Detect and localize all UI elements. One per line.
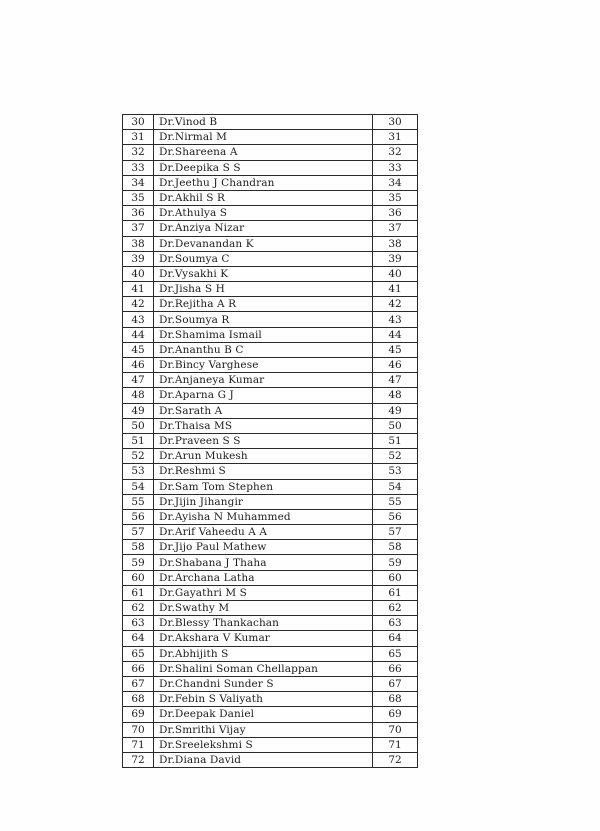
serial-number-cell: 31 xyxy=(123,130,154,145)
rank-number-cell: 61 xyxy=(373,585,418,600)
rank-number-cell: 58 xyxy=(373,540,418,555)
serial-number-cell: 44 xyxy=(123,327,154,342)
rank-number-cell: 47 xyxy=(373,373,418,388)
table-row xyxy=(123,251,418,266)
doctor-name-cell: Dr.Thaisa MS xyxy=(154,418,373,433)
doctor-name-cell: Dr.Ananthu B C xyxy=(154,342,373,357)
doctor-name-cell: Dr.Soumya C xyxy=(154,251,373,266)
doctor-name-cell: Dr.Swathy M xyxy=(154,601,373,616)
rank-number-cell: 65 xyxy=(373,646,418,661)
rank-number-cell: 38 xyxy=(373,236,418,251)
serial-number-cell: 42 xyxy=(123,297,154,312)
doctor-name-cell: Dr.Sreelekshmi S xyxy=(154,737,373,752)
doctor-name-cell: Dr.Praveen S S xyxy=(154,433,373,448)
doctor-name-cell: Dr.Arif Vaheedu A A xyxy=(154,525,373,540)
doctor-name-cell: Dr.Deepika S S xyxy=(154,160,373,175)
rank-number-cell: 62 xyxy=(373,601,418,616)
table-row xyxy=(123,175,418,190)
doctor-name-cell: Dr.Deepak Daniel xyxy=(154,707,373,722)
doctor-name-cell: Dr.Anjaneya Kumar xyxy=(154,373,373,388)
table-row xyxy=(123,115,418,130)
doctor-list-table xyxy=(122,114,418,768)
table-row xyxy=(123,373,418,388)
doctor-name-cell: Dr.Soumya R xyxy=(154,312,373,327)
serial-number-cell: 51 xyxy=(123,433,154,448)
doctor-name-cell: Dr.Anziya Nizar xyxy=(154,221,373,236)
serial-number-cell: 68 xyxy=(123,692,154,707)
doctor-name-cell: Dr.Abhijith S xyxy=(154,646,373,661)
table-row xyxy=(123,190,418,205)
serial-number-cell: 33 xyxy=(123,160,154,175)
serial-number-cell: 53 xyxy=(123,464,154,479)
serial-number-cell: 37 xyxy=(123,221,154,236)
doctor-name-cell: Dr.Ayisha N Muhammed xyxy=(154,509,373,524)
rank-number-cell: 32 xyxy=(373,145,418,160)
serial-number-cell: 30 xyxy=(123,115,154,130)
rank-number-cell: 41 xyxy=(373,282,418,297)
rank-number-cell: 46 xyxy=(373,358,418,373)
table-row xyxy=(123,449,418,464)
table-row xyxy=(123,494,418,509)
doctor-name-cell: Dr.Shamima Ismail xyxy=(154,327,373,342)
table-row xyxy=(123,479,418,494)
serial-number-cell: 70 xyxy=(123,722,154,737)
table-row xyxy=(123,418,418,433)
serial-number-cell: 38 xyxy=(123,236,154,251)
serial-number-cell: 32 xyxy=(123,145,154,160)
table-row xyxy=(123,707,418,722)
serial-number-cell: 63 xyxy=(123,616,154,631)
rank-number-cell: 51 xyxy=(373,433,418,448)
table-row xyxy=(123,570,418,585)
table-row xyxy=(123,525,418,540)
rank-number-cell: 56 xyxy=(373,509,418,524)
table-row xyxy=(123,585,418,600)
serial-number-cell: 41 xyxy=(123,282,154,297)
serial-number-cell: 48 xyxy=(123,388,154,403)
rank-number-cell: 52 xyxy=(373,449,418,464)
rank-number-cell: 67 xyxy=(373,676,418,691)
rank-number-cell: 53 xyxy=(373,464,418,479)
doctor-name-cell: Dr.Jijo Paul Mathew xyxy=(154,540,373,555)
serial-number-cell: 36 xyxy=(123,206,154,221)
serial-number-cell: 71 xyxy=(123,737,154,752)
table-row xyxy=(123,676,418,691)
table-row xyxy=(123,722,418,737)
doctor-list-body xyxy=(123,115,418,768)
table-row xyxy=(123,388,418,403)
serial-number-cell: 67 xyxy=(123,676,154,691)
serial-number-cell: 65 xyxy=(123,646,154,661)
doctor-name-cell: Dr.Gayathri M S xyxy=(154,585,373,600)
rank-number-cell: 55 xyxy=(373,494,418,509)
serial-number-cell: 59 xyxy=(123,555,154,570)
table-row xyxy=(123,752,418,767)
serial-number-cell: 40 xyxy=(123,266,154,281)
rank-number-cell: 31 xyxy=(373,130,418,145)
rank-number-cell: 54 xyxy=(373,479,418,494)
table-row xyxy=(123,297,418,312)
serial-number-cell: 60 xyxy=(123,570,154,585)
doctor-name-cell: Dr.Shabana J Thaha xyxy=(154,555,373,570)
doctor-name-cell: Dr.Akhil S R xyxy=(154,190,373,205)
table-row xyxy=(123,236,418,251)
rank-number-cell: 39 xyxy=(373,251,418,266)
table-row xyxy=(123,631,418,646)
doctor-name-cell: Dr.Nirmal M xyxy=(154,130,373,145)
rank-number-cell: 68 xyxy=(373,692,418,707)
doctor-name-cell: Dr.Blessy Thankachan xyxy=(154,616,373,631)
table-row xyxy=(123,358,418,373)
serial-number-cell: 57 xyxy=(123,525,154,540)
rank-number-cell: 49 xyxy=(373,403,418,418)
rank-number-cell: 33 xyxy=(373,160,418,175)
rank-number-cell: 37 xyxy=(373,221,418,236)
doctor-name-cell: Dr.Reshmi S xyxy=(154,464,373,479)
doctor-name-cell: Dr.Devanandan K xyxy=(154,236,373,251)
doctor-name-cell: Dr.Jisha S H xyxy=(154,282,373,297)
doctor-name-cell: Dr.Athulya S xyxy=(154,206,373,221)
doctor-name-cell: Dr.Diana David xyxy=(154,752,373,767)
rank-number-cell: 60 xyxy=(373,570,418,585)
table-row xyxy=(123,433,418,448)
rank-number-cell: 36 xyxy=(373,206,418,221)
table-row xyxy=(123,160,418,175)
doctor-name-cell: Dr.Smrithi Vijay xyxy=(154,722,373,737)
serial-number-cell: 35 xyxy=(123,190,154,205)
serial-number-cell: 47 xyxy=(123,373,154,388)
table-row xyxy=(123,540,418,555)
serial-number-cell: 56 xyxy=(123,509,154,524)
rank-number-cell: 50 xyxy=(373,418,418,433)
doctor-name-cell: Dr.Rejitha A R xyxy=(154,297,373,312)
table-row xyxy=(123,312,418,327)
rank-number-cell: 45 xyxy=(373,342,418,357)
doctor-name-cell: Dr.Shalini Soman Chellappan xyxy=(154,661,373,676)
doctor-name-cell: Dr.Sam Tom Stephen xyxy=(154,479,373,494)
doctor-name-cell: Dr.Bincy Varghese xyxy=(154,358,373,373)
doctor-name-cell: Dr.Akshara V Kumar xyxy=(154,631,373,646)
table-row xyxy=(123,130,418,145)
serial-number-cell: 55 xyxy=(123,494,154,509)
table-row xyxy=(123,266,418,281)
table-row xyxy=(123,509,418,524)
serial-number-cell: 62 xyxy=(123,601,154,616)
rank-number-cell: 71 xyxy=(373,737,418,752)
table-row xyxy=(123,282,418,297)
serial-number-cell: 45 xyxy=(123,342,154,357)
table-row xyxy=(123,403,418,418)
doctor-name-cell: Dr.Chandni Sunder S xyxy=(154,676,373,691)
serial-number-cell: 50 xyxy=(123,418,154,433)
table-row xyxy=(123,464,418,479)
doctor-name-cell: Dr.Archana Latha xyxy=(154,570,373,585)
serial-number-cell: 39 xyxy=(123,251,154,266)
serial-number-cell: 49 xyxy=(123,403,154,418)
table-row xyxy=(123,221,418,236)
table-row xyxy=(123,327,418,342)
serial-number-cell: 54 xyxy=(123,479,154,494)
serial-number-cell: 58 xyxy=(123,540,154,555)
rank-number-cell: 35 xyxy=(373,190,418,205)
doctor-name-cell: Dr.Shareena A xyxy=(154,145,373,160)
doctor-name-cell: Dr.Sarath A xyxy=(154,403,373,418)
serial-number-cell: 43 xyxy=(123,312,154,327)
rank-number-cell: 59 xyxy=(373,555,418,570)
serial-number-cell: 69 xyxy=(123,707,154,722)
table-row xyxy=(123,737,418,752)
table-row xyxy=(123,661,418,676)
rank-number-cell: 34 xyxy=(373,175,418,190)
rank-number-cell: 30 xyxy=(373,115,418,130)
table-row xyxy=(123,646,418,661)
rank-number-cell: 57 xyxy=(373,525,418,540)
rank-number-cell: 69 xyxy=(373,707,418,722)
doctor-name-cell: Dr.Aparna G J xyxy=(154,388,373,403)
doctor-name-cell: Dr.Vinod B xyxy=(154,115,373,130)
serial-number-cell: 46 xyxy=(123,358,154,373)
rank-number-cell: 63 xyxy=(373,616,418,631)
table-row xyxy=(123,616,418,631)
table-row xyxy=(123,342,418,357)
serial-number-cell: 72 xyxy=(123,752,154,767)
serial-number-cell: 52 xyxy=(123,449,154,464)
table-row xyxy=(123,555,418,570)
doctor-name-cell: Dr.Febin S Valiyath xyxy=(154,692,373,707)
table-row xyxy=(123,601,418,616)
rank-number-cell: 70 xyxy=(373,722,418,737)
serial-number-cell: 64 xyxy=(123,631,154,646)
table-row xyxy=(123,206,418,221)
table-row xyxy=(123,692,418,707)
rank-number-cell: 40 xyxy=(373,266,418,281)
serial-number-cell: 34 xyxy=(123,175,154,190)
serial-number-cell: 61 xyxy=(123,585,154,600)
rank-number-cell: 48 xyxy=(373,388,418,403)
rank-number-cell: 42 xyxy=(373,297,418,312)
rank-number-cell: 64 xyxy=(373,631,418,646)
doctor-name-cell: Dr.Vysakhi K xyxy=(154,266,373,281)
rank-number-cell: 43 xyxy=(373,312,418,327)
rank-number-cell: 72 xyxy=(373,752,418,767)
table-row xyxy=(123,145,418,160)
doctor-name-cell: Dr.Jijin Jihangir xyxy=(154,494,373,509)
doctor-name-cell: Dr.Arun Mukesh xyxy=(154,449,373,464)
serial-number-cell: 66 xyxy=(123,661,154,676)
rank-number-cell: 66 xyxy=(373,661,418,676)
doctor-name-cell: Dr.Jeethu J Chandran xyxy=(154,175,373,190)
rank-number-cell: 44 xyxy=(373,327,418,342)
